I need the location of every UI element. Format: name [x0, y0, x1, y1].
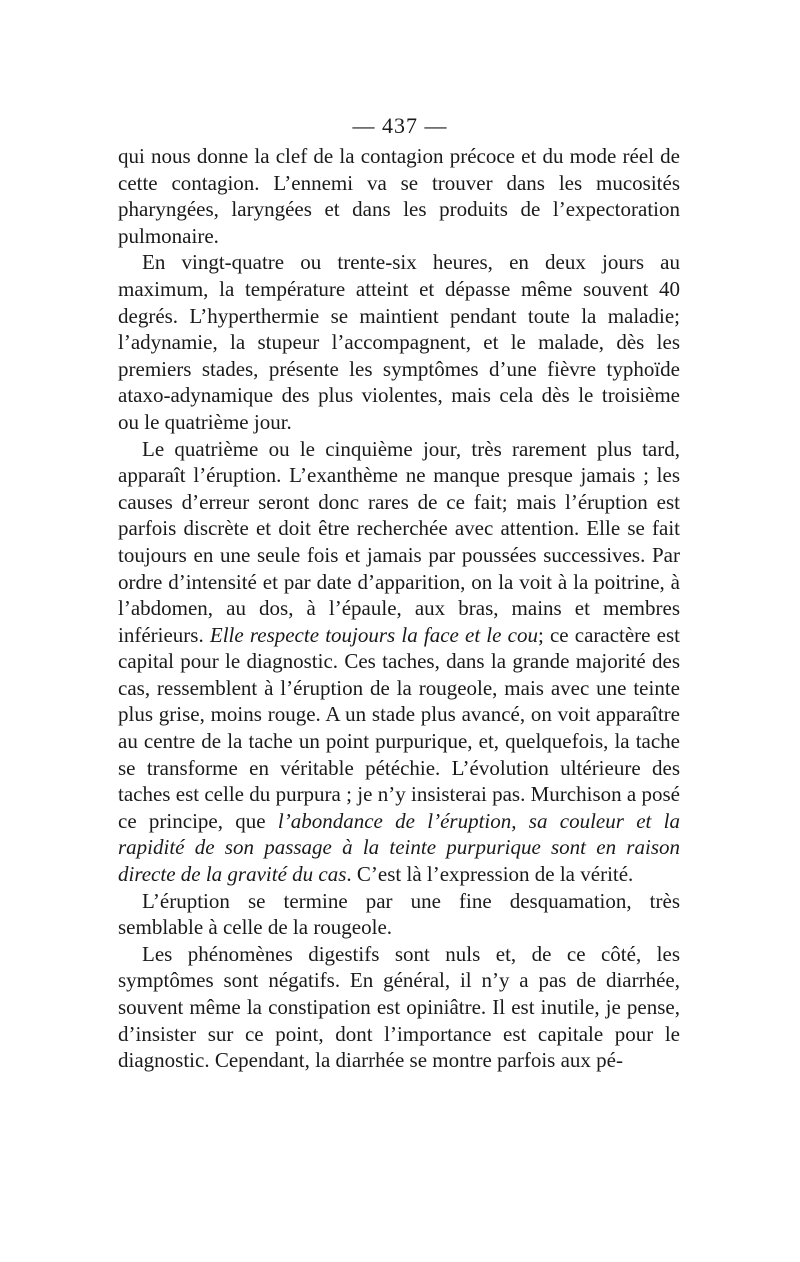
text-run: Les phénomènes digestifs sont nuls et, de ce côté, les symptômes sont négatifs. En général, il n’y a pas de diarrhée, souvent même la constipation est opiniâtre. Il est inutile, je pense, d’insister sur ce point, dont l’importance est capitale pour le diagnostic. Cependant, la diarrhée se montre parfois aux pé-	[118, 941, 680, 1073]
text-run: En vingt-quatre ou trente-six heures, en deux jours au maximum, la température atteint et dépasse même souvent 40 degrés. L’hyperthermie se maintient pendant toute la maladie; l’adynamie, la stupeur l’accompagnent, et le malade, dès les premiers stades, présente les symptômes d’une fièvre typhoïde ataxo-adynamique des plus violentes, mais cela dès le troisième ou le quatrième jour.	[118, 250, 680, 434]
text-run: qui nous donne la clef de la contagion précoce et du mode réel de cette contagion. L’ennemi va se trouver dans les mucosités pharyngées, laryngées et dans les produits de l’expectoration pulmonaire.	[118, 144, 680, 248]
paragraph-p2	[118, 249, 680, 435]
italic-run: Elle respecte toujours la face et le cou	[209, 622, 538, 647]
text-run: L’éruption se termine par une fine desquamation, très semblable à celle de la rougeole.	[118, 888, 680, 940]
page-number: — 437 —	[352, 113, 448, 138]
italic-run: l’abondance de l’éruption, sa couleur et la rapidité de son passage à la teinte purpurique sont en raison directe de la gravité du cas	[118, 808, 680, 887]
paragraph-p4	[118, 888, 680, 941]
paragraph-p3	[118, 436, 680, 888]
paragraph-p1	[118, 143, 680, 249]
text-run: . C’est là l’expression de la vérité.	[346, 862, 634, 887]
text-run: Le quatrième ou le cinquième jour, très rarement plus tard, apparaît l’éruption. L’exanthème ne manque presque jamais ; les causes d’erreur seront donc rares de ce fait; mais l’éruption est parfois discrète et doit être recherchée avec attention. Elle se fait toujours en une seule fois et jamais par poussées successives. Par ordre d’intensité et par date d’apparition, on la voit à la poitrine, à l’abdomen, au dos, à l’épaule, aux bras, mains et membres inférieurs.	[118, 436, 680, 647]
text-run: ; ce caractère est capital pour le diagnostic. Ces taches, dans la grande majorité des cas, ressemblent à l’éruption de la rougeole, mais avec une teinte plus grise, moins rouge. A un stade plus avancé, on voit apparaître au centre de la tache un point purpurique, et, quelquefois, la tache se transforme en véritable pétéchie. L’évolution ultérieure des taches est celle du purpura ; je n’y insisterai pas. Murchison a posé ce principe, que	[118, 622, 680, 833]
paragraph-p5	[118, 941, 680, 1074]
body-text	[118, 143, 680, 1074]
